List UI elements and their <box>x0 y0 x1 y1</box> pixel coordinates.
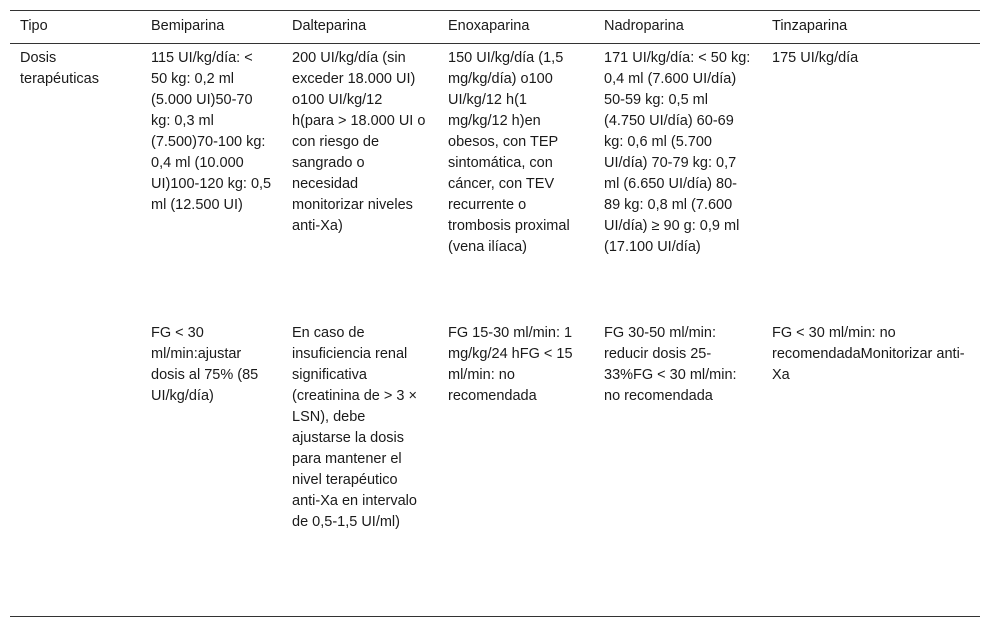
header-enoxaparina: Enoxaparina <box>448 18 530 34</box>
header-dalteparina: Dalteparina <box>292 18 367 34</box>
cell-nadroparina: 171 UI/kg/día: < 50 kg: 0,4 ml (7.600 UI/día) 50-59 kg: 0,5 ml (4.750 UI/día) 60-69 kg: 0,6 ml (5.700 UI/día) 70-79 kg: 0,7 ml (6.650 UI/día) 80-89 kg: 0,8 ml (7.600 UI/día) ≥ 90 g: 0,9 ml (17.100 UI/día) <box>604 50 751 255</box>
cell-tinzaparina: FG < 30 ml/min: no recomendadaMonitorizar anti-Xa <box>772 325 965 383</box>
lmwh-dosing-table <box>10 10 980 617</box>
header-bemiparina: Bemiparina <box>151 18 225 34</box>
cell-enoxaparina: 150 UI/kg/día (1,5 mg/kg/día) o100 UI/kg/12 h(1 mg/kg/12 h)en obesos, con TEP sintomática, con cáncer, con TEV recurrente o trombosis proximal (vena ilíaca) <box>448 50 570 255</box>
header-tinzaparina: Tinzaparina <box>772 18 848 34</box>
cell-bemiparina: 115 UI/kg/día: < 50 kg: 0,2 ml (5.000 UI)50-70 kg: 0,3 ml (7.500)70-100 kg: 0,4 ml (10.000 UI)100-120 kg: 0,5 ml (12.500 UI) <box>151 50 272 213</box>
header-row <box>10 11 980 44</box>
cell-dalteparina: En caso de insuficiencia renal significativa (creatinina de > 3 × LSN), debe ajustarse la dosis para mantener el nivel terapéutico anti-Xa en intervalo de 0,5-1,5 UI/ml) <box>292 325 417 530</box>
header-tipo: Tipo <box>20 18 48 34</box>
table-row <box>10 44 980 320</box>
table-header <box>10 11 980 44</box>
cell-enoxaparina: FG 15-30 ml/min: 1 mg/kg/24 hFG < 15 ml/min: no recomendada <box>448 325 573 404</box>
cell-bemiparina: FG < 30 ml/min:ajustar dosis al 75% (85 UI/kg/día) <box>151 325 259 404</box>
dosing-table-container <box>10 10 980 617</box>
cell-tipo: Dosis terapéuticas <box>20 50 99 87</box>
cell-tipo <box>10 319 141 617</box>
header-nadroparina: Nadroparina <box>604 18 684 34</box>
cell-tinzaparina: 175 UI/kg/día <box>772 50 859 66</box>
cell-dalteparina: 200 UI/kg/día (sin exceder 18.000 UI) o100 UI/kg/12 h(para > 18.000 UI o con riesgo de sangrado o necesidad monitorizar niveles anti-Xa) <box>292 50 426 234</box>
table-body <box>10 44 980 617</box>
table-row <box>10 319 980 617</box>
cell-nadroparina: FG 30-50 ml/min: reducir dosis 25-33%FG < 30 ml/min: no recomendada <box>604 325 737 404</box>
